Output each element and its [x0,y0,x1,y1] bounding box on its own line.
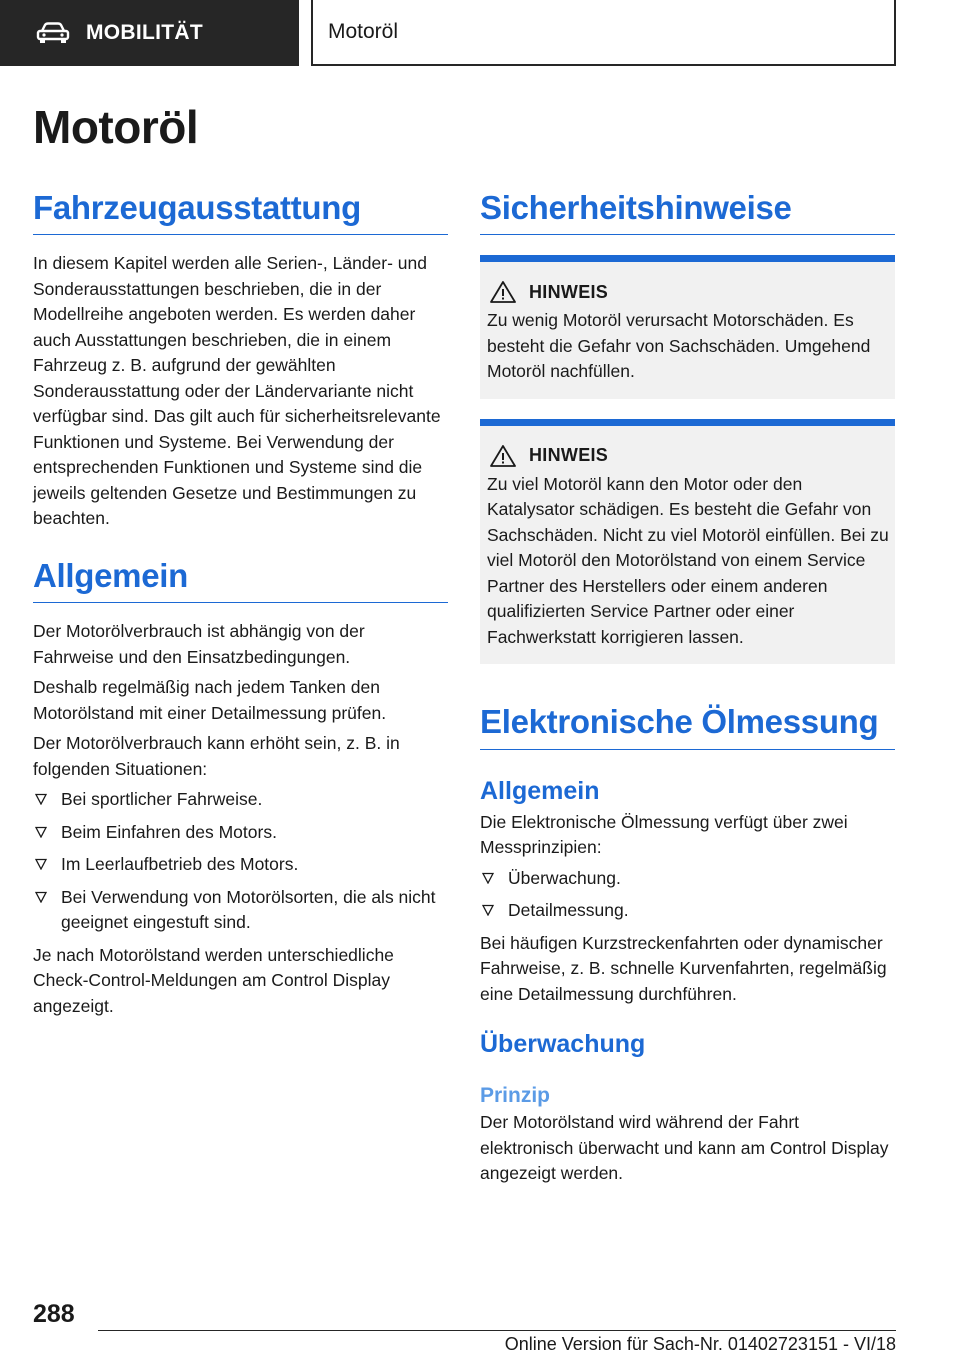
footer-divider [98,1330,896,1331]
warning-triangle-icon [489,280,517,304]
triangle-bullet-icon [482,872,494,884]
oelmessung-allgemein-text: Die Elektronische Ölmessung verfügt über zwei Messprinzipien: [480,811,848,858]
list-item: Im Leerlaufbetrieb des Motors. [33,852,448,878]
list-item: Bei sportlicher Fahrweise. [33,787,448,813]
triangle-bullet-icon [482,904,494,916]
notice-box [480,255,895,399]
heading-allgemein: Allgemein [33,558,448,603]
heading-fahrzeugausstattung: Fahrzeugausstattung [33,190,448,235]
list-item: Detailmessung. [480,898,895,924]
subheading-prinzip: Prinzip [480,1084,551,1108]
topic-title-box [311,0,896,66]
notice-header [487,280,889,304]
list-item: Bei Verwendung von Motorölsorten, die als nicht geeignet eingestuft sind. [33,885,448,936]
triangle-bullet-icon [35,891,47,903]
notice-text: Zu wenig Motoröl verursacht Motorschäden. Es besteht die Gefahr von Sachschäden. Umgehend Motoröl nachfüllen. [487,310,871,382]
footer-online-version: Online Version für Sach-Nr. 01402723151 - VI/18 [504,1334,896,1354]
allgemein-paragraph-2: Deshalb regelmäßig nach jedem Tanken den Motorölstand mit einer Detailmessung prüfen. [33,677,387,723]
fahrzeugausstattung-text: In diesem Kapitel werden alle Serien-, Länder- und Sonderausstattungen beschrieben, die in der Modellreihe angeboten werden. Es werden daher auch Ausstattungen beschrieben, die in einem Fahrzeug z. B. aufgrund der gewählten Sonderausstattung oder der Ländervariante nicht verfügbar sind. Das gilt auch für sicherheitsrelevante Funktionen und Systeme. Bei Verwendung der entsprechenden Funktionen und Systeme sind die jeweils geltenden Gesetze und Bestimmungen zu beachten. [33,253,441,529]
list-item: Beim Einfahren des Motors. [33,820,448,846]
notice-box [480,419,895,665]
triangle-bullet-icon [35,858,47,870]
car-icon [36,22,70,44]
triangle-bullet-icon [35,793,47,805]
notice-label: HINWEIS [529,445,609,466]
notice-label: HINWEIS [529,281,609,302]
allgemein-paragraph-4: Je nach Motorölstand werden unterschiedliche Check-Control-Meldungen am Control Display angezeigt. [33,944,394,1016]
allgemein-paragraph-3: Der Motorölverbrauch kann erhöht sein, z. B. in folgenden Situationen: [33,733,400,779]
warning-triangle-icon [489,444,517,468]
section-tab[interactable] [0,0,299,66]
topic-title: Motoröl [328,20,399,43]
messprinzipien-list [480,866,895,924]
oelmessung-text-2: Bei häufigen Kurzstreckenfahrten oder dynamischer Fahrweise, z. B. schnelle Kurvenfahrten, regelmäßig eine Detailmessung durchführen. [480,932,887,1004]
prinzip-text: Der Motorölstand wird während der Fahrt elektronisch überwacht und kann am Control Display angezeigt werden. [480,1112,889,1184]
notice-text: Zu viel Motoröl kann den Motor oder den Katalysator schädigen. Es besteht die Gefahr von Sachschäden. Nicht zu viel Motoröl einfüllen. Bei zu viel Motoröl den Motorölstand von einem Service Partner des Herstellers oder einem anderen qualifizierten Service Partner oder einer Fachwerkstatt korrigieren lassen. [487,473,889,647]
list-item: Überwachung. [480,866,895,892]
consumption-situations-list [33,787,448,936]
left-column [33,190,448,1024]
subheading-ueberwachung: Überwachung [480,1030,646,1059]
allgemein-paragraph-1: Der Motorölverbrauch ist abhängig von der Fahrweise und den Einsatzbedingungen. [33,621,365,667]
subheading-allgemein: Allgemein [480,776,600,805]
page-number: 288 [33,1300,75,1328]
notice-header [487,444,889,468]
page-title: Motoröl [33,101,199,153]
heading-elektronische-oelmessung: Elektronische Ölmessung [480,704,895,749]
triangle-bullet-icon [35,826,47,838]
heading-sicherheitshinweise: Sicherheitshinweise [480,190,895,235]
right-column [480,190,895,1192]
section-tab-label: MOBILITÄT [86,21,204,44]
